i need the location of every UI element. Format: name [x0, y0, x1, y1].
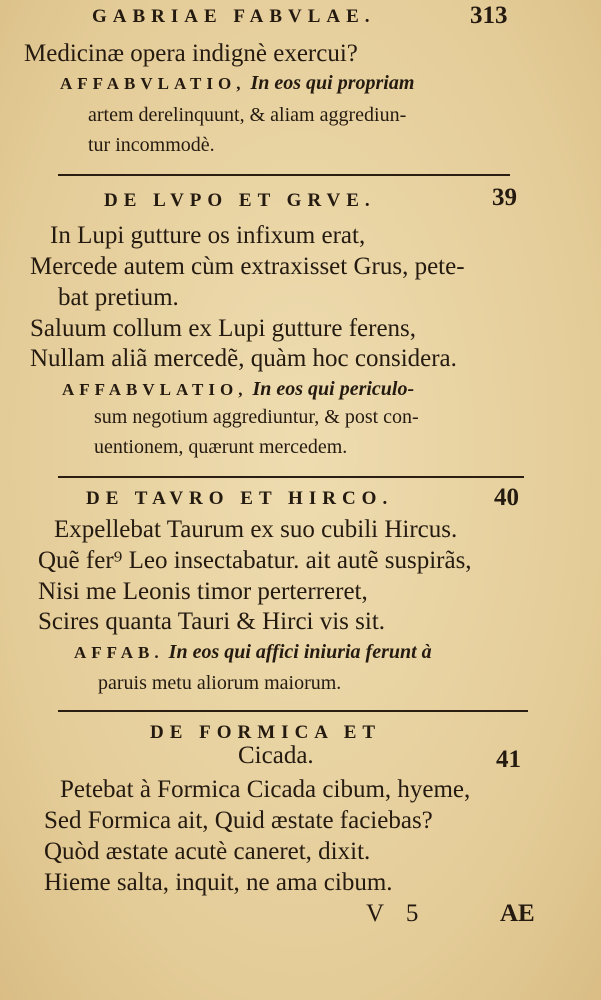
verse-line: Quẽ fer⁹ Leo insectabatur. ait autẽ suspirãs,	[38, 547, 472, 574]
intro-moral-3: tur incommodè.	[88, 134, 215, 156]
moral-line	[74, 641, 432, 664]
page-number: 313	[470, 2, 508, 29]
verse-line: In Lupi gutture os infixum erat,	[50, 222, 366, 249]
verse-line: Expellebat Taurum ex suo cubili Hircus.	[54, 516, 458, 543]
divider-rule	[58, 710, 528, 712]
moral-label: AFFAB.	[74, 643, 164, 662]
catchword: AE	[500, 900, 535, 927]
moral-label: AFFABVLATIO,	[60, 74, 246, 93]
moral-line: sum negotium aggrediuntur, & post con-	[94, 406, 419, 428]
verse-line: Petebat à Formica Cicada cibum, hyeme,	[60, 776, 471, 803]
verse-line: Quòd æstate acutè caneret, dixit.	[44, 838, 371, 865]
fable-number: 40	[494, 484, 519, 511]
moral-text: In eos qui propriam	[250, 72, 415, 94]
verse-line: Nisi me Leonis timor perterreret,	[38, 578, 368, 605]
divider-rule	[58, 174, 510, 176]
intro-moral-1	[60, 72, 414, 95]
verse-line: Scires quanta Tauri & Hirci vis sit.	[38, 608, 386, 635]
verse-line: Nullam aliã mercedẽ, quàm hoc considera.	[30, 345, 457, 372]
moral-line: uentionem, quærunt mercedem.	[94, 436, 348, 458]
verse-line: Saluum collum ex Lupi gutture ferens,	[30, 315, 417, 342]
divider-rule	[58, 476, 524, 478]
moral-text: In eos qui affici iniuria ferunt à	[168, 641, 432, 663]
fable-title: DE TAVRO ET HIRCO.	[86, 488, 394, 509]
fable-title: DE FORMICA ET	[150, 722, 382, 743]
intro-moral-2: artem derelinquunt, & aliam aggrediun-	[88, 104, 407, 126]
fable-number: 41	[496, 746, 521, 773]
intro-verse: Medicinæ opera indignè exercui?	[24, 40, 358, 67]
fable-number: 39	[492, 184, 517, 211]
verse-line: bat pretium.	[58, 284, 179, 311]
signature-mark: V 5	[366, 900, 427, 927]
moral-text: In eos qui periculo-	[252, 378, 415, 400]
verse-line: Sed Formica ait, Quid æstate faciebas?	[44, 807, 433, 834]
moral-label: AFFABVLATIO,	[62, 380, 248, 399]
fable-title: DE LVPO ET GRVE.	[104, 190, 376, 211]
running-title: GABRIAE FABVLAE.	[92, 6, 376, 27]
moral-line: paruis metu aliorum maiorum.	[98, 672, 342, 694]
fable-title-continued: Cicada.	[238, 742, 314, 769]
verse-line: Mercede autem cùm extraxisset Grus, pete-	[30, 253, 465, 280]
verse-line: Hieme salta, inquit, ne ama cibum.	[44, 869, 393, 896]
moral-line	[62, 378, 414, 401]
